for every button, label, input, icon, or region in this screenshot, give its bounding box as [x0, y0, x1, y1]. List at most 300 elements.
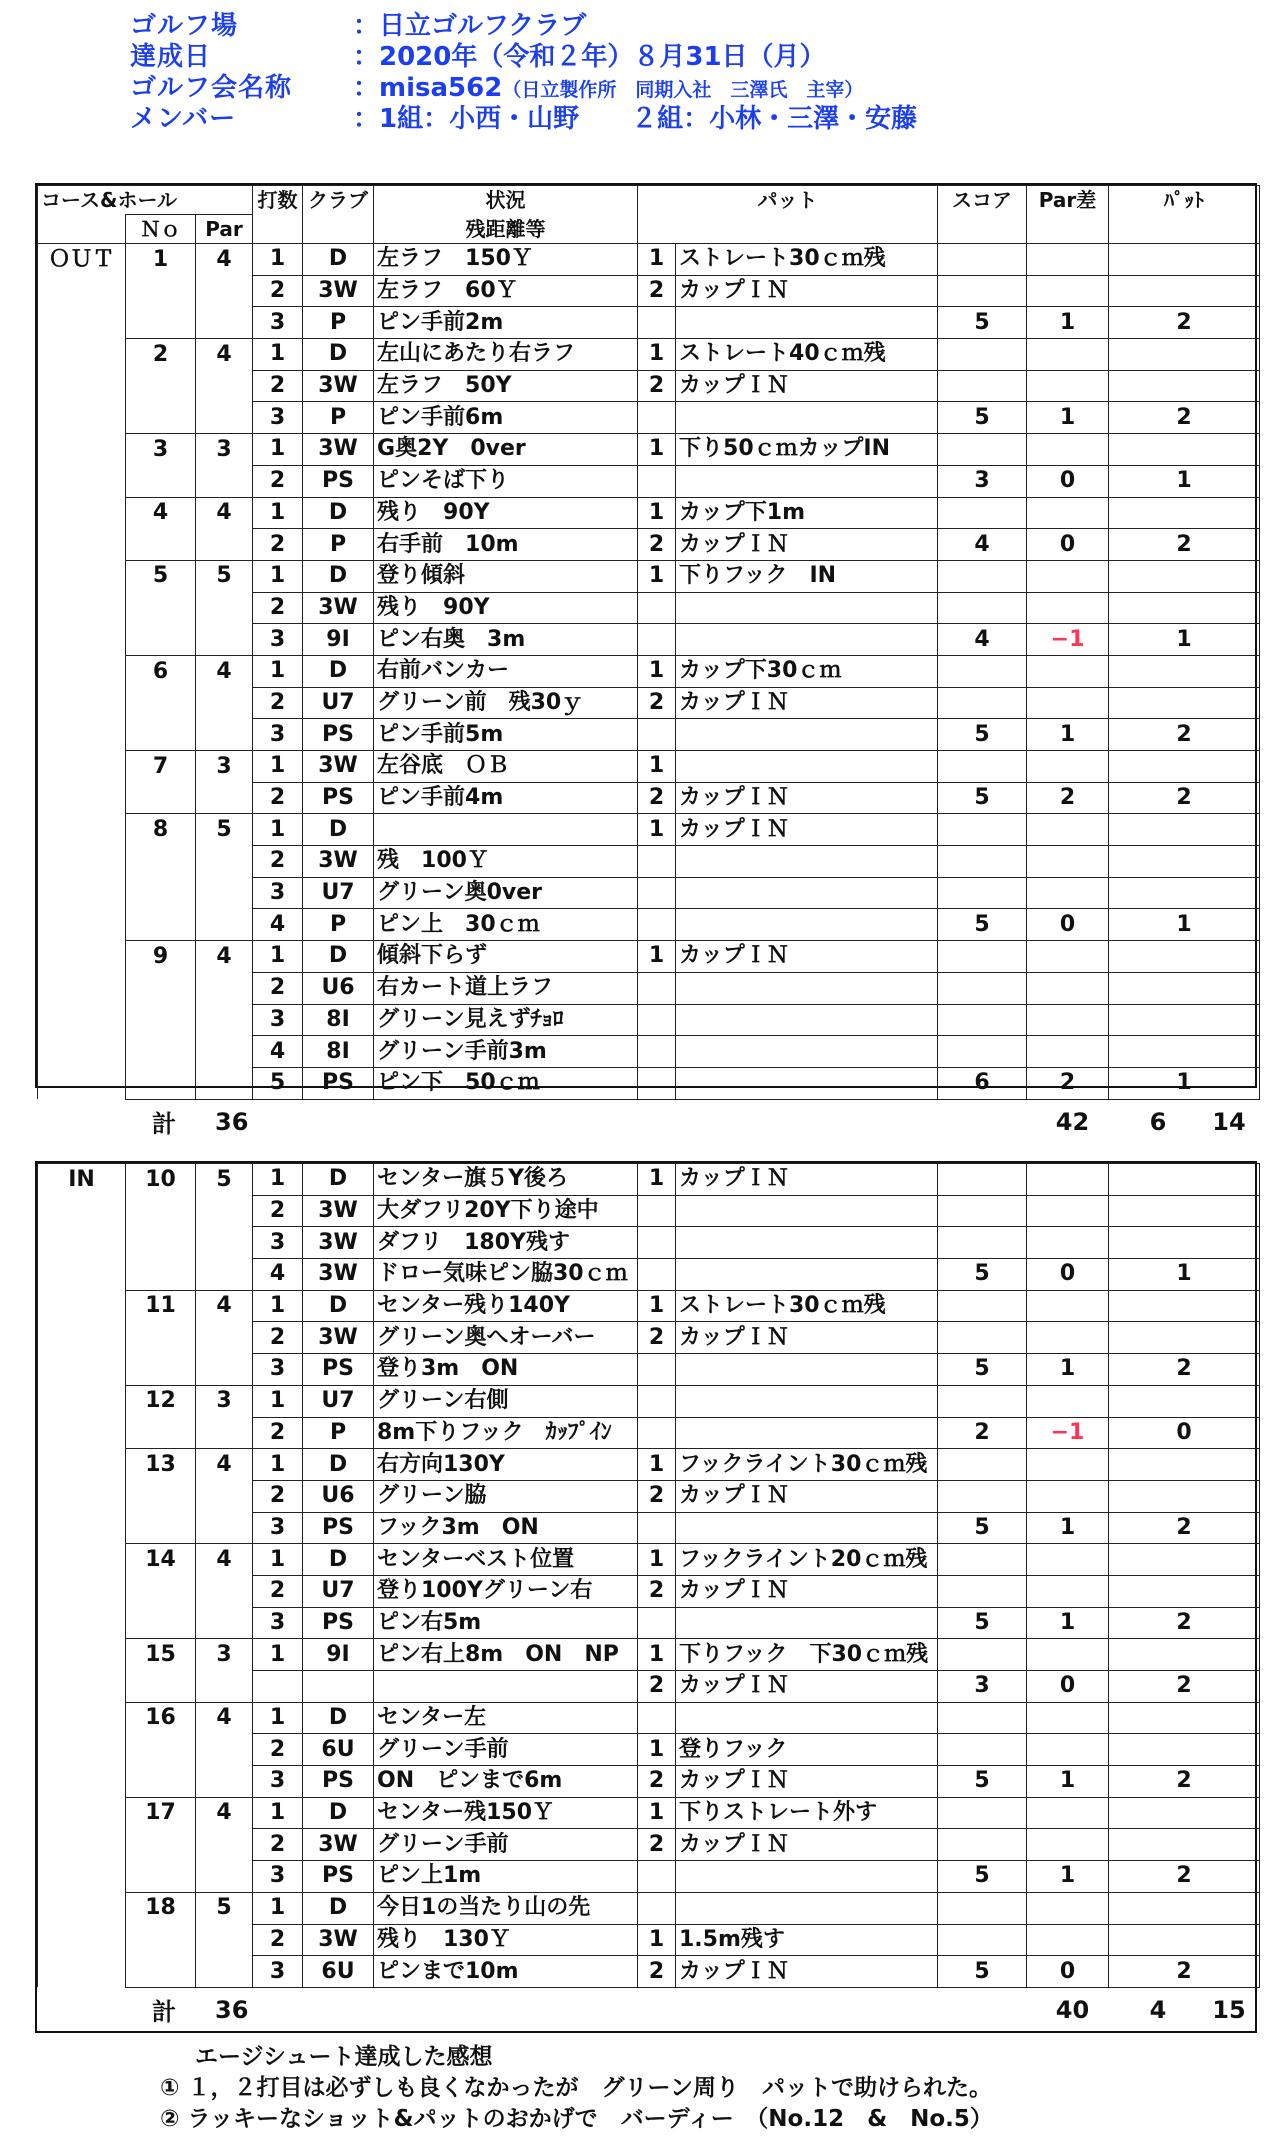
- situation: 登り傾斜: [374, 560, 638, 592]
- hole-par: [196, 1004, 253, 1036]
- putt-detail: 登りフック: [676, 1734, 938, 1766]
- club: PS: [303, 1512, 374, 1544]
- putts: [1109, 1575, 1260, 1607]
- putt-detail: 下りストレート外す: [676, 1797, 938, 1829]
- putt-detail: カップＩＮ: [676, 529, 938, 561]
- putt-detail: [676, 909, 938, 941]
- hole-no: [126, 465, 196, 497]
- situation: 左ラフ 150Ｙ: [374, 244, 638, 276]
- score: [938, 1322, 1027, 1354]
- hole-no: 13: [126, 1449, 196, 1481]
- hole-par: 4: [196, 1449, 253, 1481]
- hole-par: 4: [196, 339, 253, 371]
- hole-par: [196, 846, 253, 878]
- shot-number: 1: [253, 1702, 303, 1734]
- situation: 右カート道上ラフ: [374, 972, 638, 1004]
- hole-par: 4: [196, 1544, 253, 1576]
- putt-detail: [676, 751, 938, 783]
- score: [938, 592, 1027, 624]
- score: 3: [938, 1671, 1027, 1703]
- course-cell: [38, 624, 126, 656]
- shot-number: 1: [253, 1544, 303, 1576]
- score: [938, 1575, 1027, 1607]
- shot-row: [38, 244, 1260, 276]
- hole-par: [196, 307, 253, 339]
- header-value-text: ：misa562: [353, 73, 503, 103]
- club: PS: [303, 782, 374, 814]
- par-diff: 1: [1027, 719, 1109, 751]
- shot-number: 1: [253, 1892, 303, 1924]
- hole-par: 4: [196, 244, 253, 276]
- col-course-hole: コース&ホール: [38, 186, 253, 215]
- putts: [1109, 1322, 1260, 1354]
- par-diff: 1: [1027, 402, 1109, 434]
- putt-number: 1: [638, 655, 676, 687]
- shot-row: [38, 1512, 1260, 1544]
- score: 6: [938, 1067, 1027, 1099]
- club: D: [303, 1290, 374, 1322]
- putts: 2: [1109, 1861, 1260, 1893]
- shot-number: 3: [253, 1766, 303, 1798]
- course-cell: IN: [38, 1164, 126, 1196]
- putt-detail: 1.5m残す: [676, 1924, 938, 1956]
- course-cell: [38, 1449, 126, 1481]
- hole-no: [126, 1067, 196, 1099]
- shot-row: [38, 624, 1260, 656]
- hole-par: 4: [196, 1702, 253, 1734]
- shot-number: 2: [253, 1575, 303, 1607]
- shot-number: 3: [253, 1227, 303, 1259]
- par-diff: [1027, 370, 1109, 402]
- score: [938, 1036, 1027, 1068]
- putt-detail: カップＩＮ: [676, 1671, 938, 1703]
- par-diff: [1027, 846, 1109, 878]
- hole-no: [126, 1480, 196, 1512]
- par-diff: 0: [1027, 465, 1109, 497]
- hole-no: 2: [126, 339, 196, 371]
- putt-number: 2: [638, 370, 676, 402]
- shot-number: 2: [253, 275, 303, 307]
- putt-detail: [676, 1354, 938, 1386]
- shot-number: 3: [253, 1354, 303, 1386]
- club: D: [303, 1449, 374, 1481]
- hole-par: [196, 1766, 253, 1798]
- shot-number: 2: [253, 529, 303, 561]
- hole-par: [196, 529, 253, 561]
- club: U7: [303, 877, 374, 909]
- shot-number: 2: [253, 846, 303, 878]
- par-diff: 2: [1027, 782, 1109, 814]
- hole-no: [126, 1607, 196, 1639]
- hole-no: 16: [126, 1702, 196, 1734]
- putt-number: 2: [638, 1322, 676, 1354]
- situation: 左山にあたり右ラフ: [374, 339, 638, 371]
- putt-number: 1: [638, 1924, 676, 1956]
- situation: ピン上 30ｃｍ: [374, 909, 638, 941]
- situation: ON ピンまで6m: [374, 1766, 638, 1798]
- in-total-putts: 15: [1212, 1995, 1246, 2024]
- club: D: [303, 1892, 374, 1924]
- situation: ピン上1m: [374, 1861, 638, 1893]
- course-cell: [38, 1354, 126, 1386]
- hole-no: [126, 1734, 196, 1766]
- impression-line: ① １，２打目は必ずしも良くなかったが グリーン周り パットで助けられた。: [160, 2075, 993, 2101]
- putt-detail: 下り50ｃｍカップIN: [676, 434, 938, 466]
- putts: [1109, 1702, 1260, 1734]
- shot-row: [38, 1861, 1260, 1893]
- shot-row: [38, 909, 1260, 941]
- hole-no: 14: [126, 1544, 196, 1576]
- putt-number: [638, 307, 676, 339]
- putt-number: 1: [638, 1639, 676, 1671]
- table-header-row: [38, 186, 1260, 215]
- score: [938, 1734, 1027, 1766]
- putt-number: [638, 1892, 676, 1924]
- in-total-label: 計: [152, 1998, 176, 2027]
- putt-number: [638, 1354, 676, 1386]
- par-diff: [1027, 1004, 1109, 1036]
- col-score: スコア: [938, 186, 1027, 215]
- score: [938, 1449, 1027, 1481]
- hole-par: [196, 370, 253, 402]
- putts: [1109, 434, 1260, 466]
- putts: 2: [1109, 307, 1260, 339]
- club: D: [303, 1702, 374, 1734]
- shot-number: 2: [253, 1924, 303, 1956]
- score: [938, 941, 1027, 973]
- situation: 右手前 10m: [374, 529, 638, 561]
- situation: 左ラフ 50Y: [374, 370, 638, 402]
- shot-number: 1: [253, 560, 303, 592]
- par-diff: [1027, 751, 1109, 783]
- shot-row: [38, 307, 1260, 339]
- situation: センター左: [374, 1702, 638, 1734]
- situation: センターベスト位置: [374, 1544, 638, 1576]
- putt-detail: [676, 592, 938, 624]
- par-diff: [1027, 244, 1109, 276]
- shot-number: 1: [253, 941, 303, 973]
- putts: 2: [1109, 1607, 1260, 1639]
- col-remaining: 残距離等: [374, 215, 638, 244]
- situation: グリーン脇: [374, 1480, 638, 1512]
- putts: [1109, 941, 1260, 973]
- score: 5: [938, 1956, 1027, 1988]
- in-total-score: 40: [1055, 1995, 1090, 2024]
- in-table: [37, 1163, 1260, 1988]
- hole-no: 7: [126, 751, 196, 783]
- col-putt: パット: [638, 186, 938, 215]
- shot-row: [38, 434, 1260, 466]
- situation: 残り 90Y: [374, 592, 638, 624]
- hole-par: 4: [196, 497, 253, 529]
- putt-number: [638, 1004, 676, 1036]
- shot-number: 3: [253, 1607, 303, 1639]
- situation: 残り 130Ｙ: [374, 1924, 638, 1956]
- score: 4: [938, 529, 1027, 561]
- putt-number: 1: [638, 1797, 676, 1829]
- shot-row: [38, 1036, 1260, 1068]
- par-diff: [1027, 877, 1109, 909]
- putt-number: 2: [638, 1575, 676, 1607]
- putt-number: [638, 402, 676, 434]
- par-diff: [1027, 1480, 1109, 1512]
- par-diff: [1027, 560, 1109, 592]
- club: U7: [303, 1385, 374, 1417]
- header-value-text: ：2020年（令和２年）８月31日（月）: [353, 42, 826, 72]
- hole-par: 3: [196, 1639, 253, 1671]
- putt-detail: カップＩＮ: [676, 1480, 938, 1512]
- par-diff: [1027, 687, 1109, 719]
- situation: 残り 90Y: [374, 497, 638, 529]
- putts: [1109, 1639, 1260, 1671]
- putt-detail: [676, 1036, 938, 1068]
- putts: [1109, 1195, 1260, 1227]
- situation: グリーン奥へオーバー: [374, 1322, 638, 1354]
- course-cell: [38, 1322, 126, 1354]
- shot-row: [38, 814, 1260, 846]
- course-cell: [38, 687, 126, 719]
- shot-row: [38, 972, 1260, 1004]
- putt-number: [638, 592, 676, 624]
- club: 3W: [303, 434, 374, 466]
- putts: 1: [1109, 465, 1260, 497]
- impression-line: ② ラッキーなショット&パットのおかげで バーディー （No.12 & No.5）: [160, 2106, 993, 2132]
- shot-number: 3: [253, 1861, 303, 1893]
- club: 3W: [303, 1195, 374, 1227]
- shot-number: [253, 1671, 303, 1703]
- par-diff: [1027, 1797, 1109, 1829]
- putt-detail: カップＩＮ: [676, 814, 938, 846]
- hole-par: [196, 1067, 253, 1099]
- hole-par: [196, 1480, 253, 1512]
- shot-number: 2: [253, 972, 303, 1004]
- putt-detail: [676, 719, 938, 751]
- shot-row: [38, 1004, 1260, 1036]
- out-table: [37, 185, 1260, 1100]
- putt-number: 2: [638, 529, 676, 561]
- club: PS: [303, 719, 374, 751]
- course-cell: [38, 1290, 126, 1322]
- club: P: [303, 402, 374, 434]
- putts: 2: [1109, 719, 1260, 751]
- hole-no: [126, 1575, 196, 1607]
- course-cell: [38, 1671, 126, 1703]
- putt-number: [638, 1195, 676, 1227]
- shot-row: [38, 1417, 1260, 1449]
- par-diff: 1: [1027, 1861, 1109, 1893]
- hole-no: 9: [126, 941, 196, 973]
- shot-row: [38, 1544, 1260, 1576]
- shot-number: 1: [253, 244, 303, 276]
- header-value-text: ：日立ゴルフクラブ: [353, 11, 587, 41]
- header: [130, 8, 917, 132]
- score: 5: [938, 1512, 1027, 1544]
- club: U6: [303, 1480, 374, 1512]
- score: 4: [938, 624, 1027, 656]
- header-label: ゴルフ会名称: [130, 73, 293, 103]
- club: D: [303, 1797, 374, 1829]
- shot-number: 2: [253, 1417, 303, 1449]
- putts: [1109, 655, 1260, 687]
- putt-detail: [676, 972, 938, 1004]
- out-total-diff: 6: [1149, 1107, 1167, 1136]
- club: PS: [303, 1067, 374, 1099]
- hole-no: 3: [126, 434, 196, 466]
- hole-no: 18: [126, 1892, 196, 1924]
- score: [938, 1829, 1027, 1861]
- shot-number: 1: [253, 1639, 303, 1671]
- course-cell: [38, 1924, 126, 1956]
- shot-row: [38, 370, 1260, 402]
- shot-row: [38, 1067, 1260, 1099]
- club: 3W: [303, 1227, 374, 1259]
- par-diff: [1027, 1829, 1109, 1861]
- course-cell: [38, 941, 126, 973]
- putts: [1109, 1227, 1260, 1259]
- course-cell: [38, 1259, 126, 1291]
- club: 6U: [303, 1956, 374, 1988]
- putts: [1109, 592, 1260, 624]
- putt-number: [638, 719, 676, 751]
- shot-number: 2: [253, 1195, 303, 1227]
- putt-detail: カップＩＮ: [676, 275, 938, 307]
- hole-par: 3: [196, 751, 253, 783]
- putts: 2: [1109, 402, 1260, 434]
- club: 3W: [303, 846, 374, 878]
- putt-detail: フックライント30ｃｍ残: [676, 1449, 938, 1481]
- hole-par: 3: [196, 1385, 253, 1417]
- par-diff: [1027, 1322, 1109, 1354]
- club: D: [303, 560, 374, 592]
- putt-number: 2: [638, 1829, 676, 1861]
- shot-row: [38, 497, 1260, 529]
- score: [938, 877, 1027, 909]
- situation: センター残り140Y: [374, 1290, 638, 1322]
- putt-number: 1: [638, 751, 676, 783]
- score: 5: [938, 1861, 1027, 1893]
- hole-no: [126, 782, 196, 814]
- header-value: [353, 98, 917, 135]
- course-cell: [38, 719, 126, 751]
- situation: ピン手前5m: [374, 719, 638, 751]
- putts: [1109, 1892, 1260, 1924]
- putts: 2: [1109, 782, 1260, 814]
- out-total-label: 計: [152, 1110, 176, 1139]
- putt-number: [638, 1036, 676, 1068]
- shot-row: [38, 1259, 1260, 1291]
- shot-row: [38, 782, 1260, 814]
- hole-no: [126, 1861, 196, 1893]
- shot-row: [38, 465, 1260, 497]
- shot-number: 2: [253, 592, 303, 624]
- shot-row: [38, 1639, 1260, 1671]
- par-diff: −1: [1027, 624, 1109, 656]
- club: D: [303, 244, 374, 276]
- header-row: [130, 70, 917, 101]
- putts: 2: [1109, 529, 1260, 561]
- hole-no: [126, 370, 196, 402]
- situation: 傾斜下らず: [374, 941, 638, 973]
- score: [938, 339, 1027, 371]
- situation: フック3m ON: [374, 1512, 638, 1544]
- course-cell: [38, 1607, 126, 1639]
- course-cell: [38, 1385, 126, 1417]
- putt-detail: カップＩＮ: [676, 687, 938, 719]
- shot-number: 1: [253, 1290, 303, 1322]
- situation: 左ラフ 60Ｙ: [374, 275, 638, 307]
- situation: ピン下 50ｃｍ: [374, 1067, 638, 1099]
- score: [938, 1797, 1027, 1829]
- shot-number: 1: [253, 751, 303, 783]
- col-par: Par: [196, 215, 253, 244]
- shot-row: [38, 1290, 1260, 1322]
- putt-detail: 下りフック IN: [676, 560, 938, 592]
- club: 8I: [303, 1004, 374, 1036]
- putt-detail: [676, 846, 938, 878]
- score: [938, 434, 1027, 466]
- putt-number: [638, 1227, 676, 1259]
- header-note: （日立製作所 同期入社 三澤氏 主宰）: [502, 79, 864, 101]
- putts: [1109, 751, 1260, 783]
- hole-par: [196, 1671, 253, 1703]
- hole-par: [196, 275, 253, 307]
- hole-no: [126, 1956, 196, 1988]
- situation: 右方向130Y: [374, 1449, 638, 1481]
- putts: [1109, 497, 1260, 529]
- putts: [1109, 687, 1260, 719]
- course-cell: [38, 782, 126, 814]
- par-diff: [1027, 1575, 1109, 1607]
- par-diff: 1: [1027, 1607, 1109, 1639]
- club: 8I: [303, 1036, 374, 1068]
- score: [938, 1892, 1027, 1924]
- col-blank: [1109, 215, 1260, 244]
- hole-par: [196, 1575, 253, 1607]
- hole-no: 5: [126, 560, 196, 592]
- in-total-diff: 4: [1149, 1995, 1167, 2024]
- putts: [1109, 1924, 1260, 1956]
- hole-no: 15: [126, 1639, 196, 1671]
- club: D: [303, 497, 374, 529]
- shot-number: 1: [253, 655, 303, 687]
- course-cell: [38, 751, 126, 783]
- putts: 2: [1109, 1956, 1260, 1988]
- shot-row: [38, 719, 1260, 751]
- course-cell: [38, 307, 126, 339]
- putt-detail: カップＩＮ: [676, 782, 938, 814]
- situation: ピン手前4m: [374, 782, 638, 814]
- putt-detail: [676, 1259, 938, 1291]
- shot-number: 1: [253, 1164, 303, 1196]
- hole-no: [126, 1004, 196, 1036]
- putts: 2: [1109, 1354, 1260, 1386]
- shot-row: [38, 1766, 1260, 1798]
- shot-row: [38, 1924, 1260, 1956]
- shot-row: [38, 1385, 1260, 1417]
- putt-number: 2: [638, 1766, 676, 1798]
- club: PS: [303, 1354, 374, 1386]
- header-row: [130, 101, 917, 132]
- shot-row: [38, 941, 1260, 973]
- shot-row: [38, 877, 1260, 909]
- putts: [1109, 560, 1260, 592]
- par-diff: [1027, 434, 1109, 466]
- col-blank: [638, 215, 938, 244]
- situation: グリーン手前: [374, 1734, 638, 1766]
- score: [938, 1004, 1027, 1036]
- putt-number: [638, 877, 676, 909]
- score: [938, 751, 1027, 783]
